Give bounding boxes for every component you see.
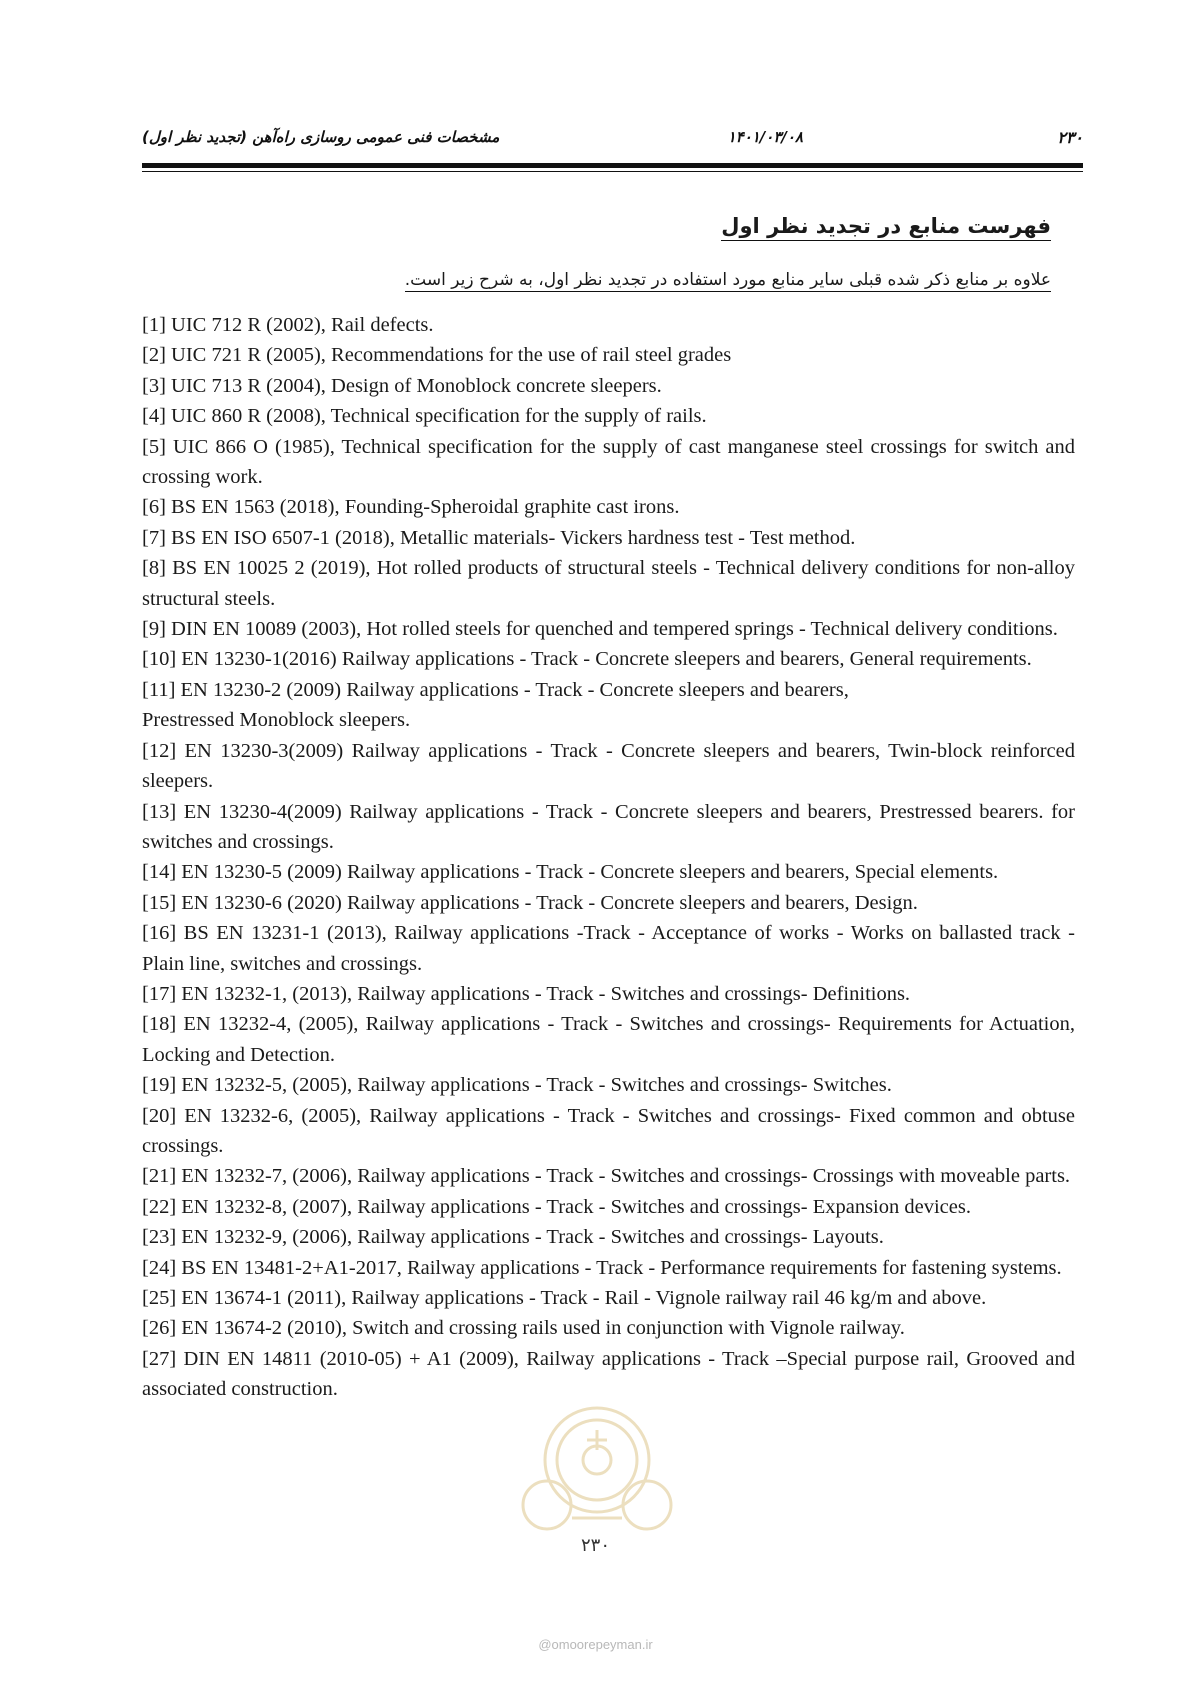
reference-item: [17] EN 13232-1, (2013), Railway applications - Track - Switches and crossings- Definitions. [142, 982, 911, 1005]
reference-item: [11] EN 13230-2 (2009) Railway applications - Track - Concrete sleepers and bearers, [142, 678, 849, 701]
reference-list [142, 310, 1075, 1405]
reference-item: [24] BS EN 13481-2+A1-2017, Railway applications - Track - Performance requirements for fastening systems. [142, 1256, 1062, 1279]
reference-item: [23] EN 13232-9, (2006), Railway applications - Track - Switches and crossings- Layouts. [142, 1226, 884, 1249]
reference-item: [6] BS EN 1563 (2018), Founding-Spheroidal graphite cast irons. [142, 496, 680, 519]
reference-item: [12] EN 13230-3(2009) Railway applications - Track - Concrete sleepers and bearers, Twin-block reinforced sleepers. [142, 739, 1075, 793]
reference-item: [1] UIC 712 R (2002), Rail defects. [142, 314, 434, 336]
footer-page-number: ۲۳۰ [580, 1535, 610, 1556]
reference-item: [2] UIC 721 R (2005), Recommendations for the use of rail steel grades [142, 344, 732, 367]
reference-item: [9] DIN EN 10089 (2003), Hot rolled steels for quenched and tempered springs - Technical delivery conditions. [142, 618, 1058, 641]
reference-item: [22] EN 13232-8, (2007), Railway applications - Track - Switches and crossings- Expansion devices. [142, 1195, 971, 1218]
reference-item: [8] BS EN 10025 2 (2019), Hot rolled products of structural steels - Technical delivery conditions for non-alloy structural steels. [142, 557, 1075, 610]
reference-item: [13] EN 13230-4(2009) Railway applications - Track - Concrete sleepers and bearers, Prestressed bearers. for switches and crossings. [142, 800, 1075, 853]
reference-item: [26] EN 13674-2 (2010), Switch and crossing rails used in conjunction with Vignole railway. [142, 1317, 905, 1340]
reference-item: [27] DIN EN 14811 (2010-05) + A1 (2009), Railway applications - Track –Special purpose rail, Grooved and associated construction. [142, 1347, 1075, 1401]
header-doc-title: مشخصات فنی عمومی روسازی راه‌آهن [252, 128, 500, 146]
reference-item: Prestressed Monoblock sleepers. [142, 709, 411, 732]
header-revision: (تجدید نظر اول) [142, 128, 247, 146]
header-rule-thick [142, 163, 1083, 168]
section-title: فهرست منابع در تجدید نظر اول [721, 214, 1051, 241]
publisher-seal-watermark [502, 1400, 692, 1550]
header-rule-thin [142, 171, 1083, 172]
reference-item: [7] BS EN ISO 6507-1 (2018), Metallic materials- Vickers hardness test - Test method. [142, 526, 856, 549]
reference-item: [25] EN 13674-1 (2011), Railway applications - Track - Rail - Vignole railway rail 46 kg/m and above. [142, 1287, 987, 1309]
header-document-title [142, 128, 499, 146]
reference-item: [21] EN 13232-7, (2006), Railway applications - Track - Switches and crossings- Crossings with moveable parts. [142, 1165, 1071, 1188]
header-page-number: ۲۳۰ [1057, 128, 1083, 147]
header-date: ۱۴۰۱/۰۳/۰۸ [727, 128, 803, 146]
reference-item: [4] UIC 860 R (2008), Technical specification for the supply of rails. [142, 405, 707, 428]
page-header [142, 128, 1083, 152]
footer-website: @omoorepeyman.ir [538, 1637, 653, 1652]
reference-item: [5] UIC 866 O (1985), Technical specification for the supply of cast manganese steel crossings for switch and crossing work. [142, 435, 1075, 489]
reference-item: [10] EN 13230-1(2016) Railway applications - Track - Concrete sleepers and bearers, General requirements. [142, 648, 1032, 671]
reference-item: [18] EN 13232-4, (2005), Railway applications - Track - Switches and crossings- Requirements for Actuation, Locking and Detection. [142, 1013, 1075, 1066]
section-intro: علاوه بر منابع ذکر شده قبلی سایر منابع مورد استفاده در تجدید نظر اول، به شرح زیر است. [404, 270, 1051, 290]
reference-item: [3] UIC 713 R (2004), Design of Monoblock concrete sleepers. [142, 374, 662, 397]
reference-item: [20] EN 13232-6, (2005), Railway applications - Track - Switches and crossings- Fixed common and obtuse crossings. [142, 1104, 1075, 1157]
reference-item: [15] EN 13230-6 (2020) Railway applications - Track - Concrete sleepers and bearers, Design. [142, 891, 918, 914]
reference-item: [19] EN 13232-5, (2005), Railway applications - Track - Switches and crossings- Switches. [142, 1074, 892, 1097]
reference-item: [14] EN 13230-5 (2009) Railway applications - Track - Concrete sleepers and bearers, Special elements. [142, 861, 999, 884]
reference-item: [16] BS EN 13231-1 (2013), Railway applications -Track - Acceptance of works - Works on ballasted track - Plain line, switches and crossings. [142, 922, 1075, 975]
